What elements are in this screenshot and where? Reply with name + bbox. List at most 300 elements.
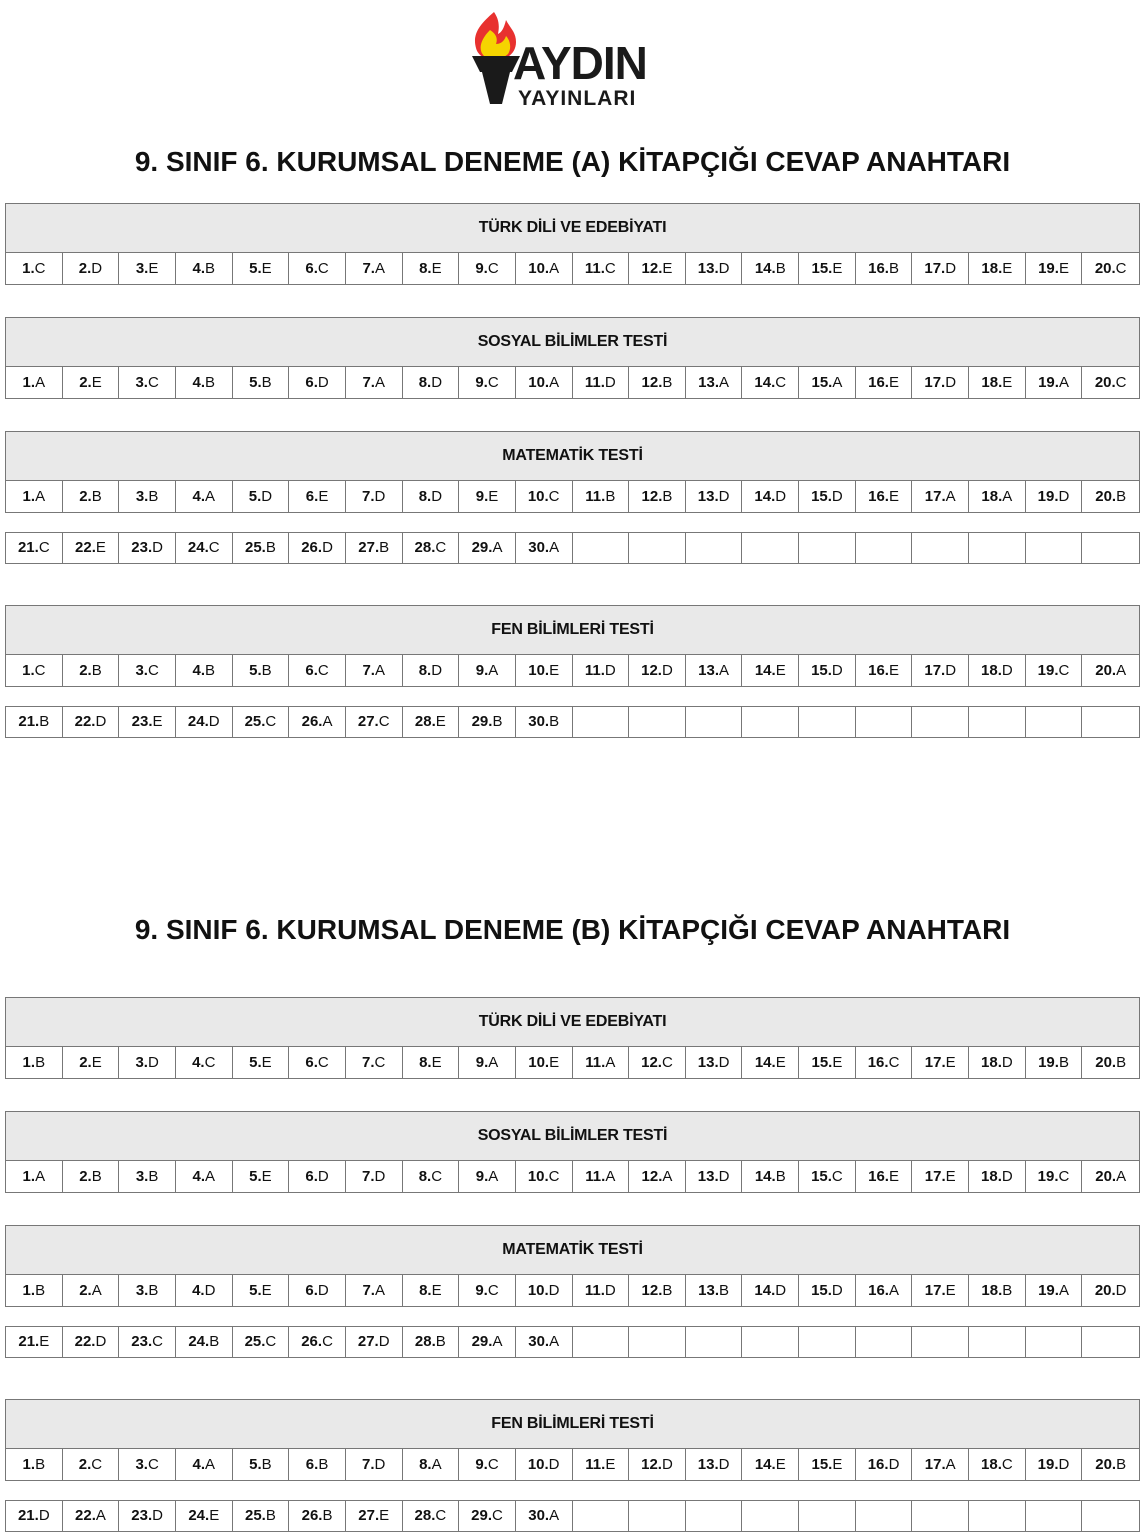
answer-letter: B [205, 373, 216, 391]
question-number: 7. [362, 1281, 375, 1299]
answer-letter: C [91, 1455, 103, 1473]
answer-cell [176, 367, 233, 398]
question-number: 19. [1037, 487, 1059, 505]
answer-cell [629, 1161, 686, 1192]
question-number: 21. [17, 539, 39, 556]
answer-cell [799, 1275, 856, 1306]
answer-letter: E [775, 1053, 786, 1071]
answer-cell [969, 1275, 1026, 1306]
answer-letter: A [488, 1167, 499, 1185]
answer-letter: D [831, 661, 843, 679]
question-number: 1. [22, 1281, 36, 1299]
answer-cell [799, 655, 856, 686]
empty-cell [1026, 1327, 1083, 1357]
question-number: 13. [698, 1281, 720, 1299]
answer-cell [629, 1275, 686, 1306]
question-number: 6. [305, 661, 318, 679]
question-number: 20. [1094, 259, 1116, 277]
question-number: 21. [17, 1507, 39, 1524]
section-title: SOSYAL BİLİMLER TESTİ [5, 1111, 1140, 1161]
answer-cell [403, 1327, 460, 1357]
answer-letter: A [492, 1333, 503, 1350]
question-number: 11. [584, 373, 605, 391]
answer-letter: E [39, 1333, 50, 1350]
question-number: 14. [754, 661, 776, 679]
booklet-b-title: 9. SINIF 6. KURUMSAL DENEME (B) KİTAPÇIĞI CEVAP ANAHTARI [134, 914, 1011, 945]
answer-letter: D [718, 487, 730, 505]
empty-cell [969, 1327, 1026, 1357]
answer-letter: C [34, 259, 46, 277]
question-number: 2. [79, 373, 92, 391]
question-number: 9. [475, 1167, 489, 1185]
answer-cell [176, 1161, 233, 1192]
question-number: 13. [697, 487, 719, 505]
question-number: 6. [305, 1455, 319, 1473]
question-number: 6. [305, 259, 318, 277]
question-number: 27. [357, 1333, 379, 1350]
answer-cell [176, 533, 233, 563]
question-number: 18. [981, 1167, 1002, 1185]
answer-cell [233, 1047, 290, 1078]
answer-letter: B [35, 1053, 46, 1071]
answer-letter: A [549, 373, 560, 391]
question-number: 4. [192, 1281, 205, 1299]
question-number: 5. [249, 373, 262, 391]
answer-cell [233, 1449, 290, 1480]
question-number: 19. [1038, 373, 1059, 391]
question-number: 2. [78, 259, 92, 277]
question-number: 18. [981, 1053, 1002, 1071]
answer-letter: D [775, 1281, 787, 1299]
question-number: 23. [131, 539, 153, 556]
answer-letter: B [261, 1455, 272, 1473]
answer-letter: C [492, 1507, 503, 1524]
answer-letter: A [662, 1167, 673, 1185]
question-number: 30. [528, 713, 550, 730]
answer-letter: E [431, 1281, 442, 1299]
question-number: 1. [22, 1053, 36, 1071]
answer-letter: B [318, 1455, 329, 1473]
question-number: 12. [641, 1455, 662, 1473]
answer-cell [233, 367, 290, 398]
answer-letter: B [209, 1333, 220, 1350]
answer-letter: A [549, 1333, 560, 1350]
answer-letter: A [549, 259, 560, 277]
answer-cell [1026, 481, 1083, 512]
answer-cell [912, 1161, 969, 1192]
section-title: MATEMATİK TESTİ [5, 431, 1140, 481]
answer-letter: C [1058, 1167, 1070, 1185]
answer-cell [403, 533, 460, 563]
answer-cell [119, 655, 176, 686]
answer-row [5, 481, 1140, 513]
question-number: 14. [754, 1167, 776, 1185]
answer-cell [629, 655, 686, 686]
answer-letter: D [661, 1455, 673, 1473]
empty-cell [856, 533, 913, 563]
answer-letter: A [549, 539, 560, 556]
answer-letter: B [265, 1507, 276, 1524]
answer-cell [516, 1275, 573, 1306]
answer-row [5, 655, 1140, 687]
answer-letter: A [605, 1167, 616, 1185]
answer-cell [63, 253, 120, 284]
answer-cell [1026, 367, 1083, 398]
question-number: 7. [362, 1455, 375, 1473]
answer-letter: D [888, 1455, 900, 1473]
question-number: 15. [811, 1053, 833, 1071]
question-number: 8. [419, 1281, 432, 1299]
answer-letter: E [945, 1281, 956, 1299]
answer-cell [289, 707, 346, 737]
answer-letter: E [95, 539, 106, 556]
answer-letter: C [38, 539, 50, 556]
question-number: 11. [584, 661, 605, 679]
answer-cell [233, 253, 290, 284]
question-number: 16. [868, 487, 889, 505]
empty-cell [969, 1501, 1026, 1531]
question-number: 6. [305, 1167, 318, 1185]
answer-letter: A [945, 487, 956, 505]
question-number: 23. [131, 1333, 153, 1350]
answer-letter: D [204, 1281, 216, 1299]
answer-letter: C [435, 1507, 447, 1524]
answer-cell [346, 1449, 403, 1480]
answer-cell [6, 481, 63, 512]
answer-cell [289, 253, 346, 284]
question-number: 28. [414, 1507, 436, 1524]
question-number: 17. [924, 1281, 946, 1299]
question-number: 25. [244, 1507, 266, 1524]
answer-letter: C [1115, 373, 1127, 391]
answer-cell [742, 367, 799, 398]
question-number: 3. [135, 1281, 149, 1299]
question-number: 13. [697, 259, 719, 277]
empty-cell [573, 1327, 630, 1357]
answer-letter: B [148, 1167, 159, 1185]
empty-cell [799, 1501, 856, 1531]
empty-cell [573, 533, 630, 563]
question-number: 5. [249, 1053, 262, 1071]
answer-cell [1026, 1047, 1083, 1078]
question-number: 4. [192, 661, 206, 679]
answer-letter: A [205, 487, 216, 505]
answer-letter: D [831, 1281, 843, 1299]
answer-cell [686, 655, 743, 686]
answer-cell [346, 367, 403, 398]
answer-cell [6, 253, 63, 284]
answer-letter: B [91, 487, 102, 505]
answer-letter: D [718, 1053, 730, 1071]
question-number: 1. [22, 487, 36, 505]
answer-cell [969, 1161, 1026, 1192]
question-number: 2. [79, 487, 92, 505]
question-number: 14. [754, 259, 776, 277]
question-number: 20. [1095, 487, 1117, 505]
answer-letter: D [431, 373, 443, 391]
question-number: 27. [358, 539, 380, 556]
answer-letter: B [205, 259, 216, 277]
answer-cell [516, 1327, 573, 1357]
answer-letter: E [379, 1507, 390, 1524]
question-number: 8. [418, 1167, 432, 1185]
answer-letter: A [374, 259, 385, 277]
answer-letter: B [662, 487, 673, 505]
answer-cell [459, 655, 516, 686]
question-number: 9. [475, 661, 489, 679]
question-number: 12. [641, 373, 663, 391]
answer-cell [233, 1501, 290, 1531]
question-number: 28. [414, 539, 436, 556]
question-number: 4. [192, 1455, 206, 1473]
question-number: 15. [811, 259, 833, 277]
question-number: 7. [362, 373, 375, 391]
answer-letter: D [945, 259, 957, 277]
answer-letter: C [1001, 1455, 1013, 1473]
answer-cell [516, 707, 573, 737]
answer-cell [516, 1449, 573, 1480]
question-number: 16. [868, 661, 889, 679]
answer-row [5, 1500, 1140, 1532]
question-number: 12. [641, 661, 662, 679]
question-number: 4. [192, 487, 206, 505]
answer-cell [1082, 1161, 1139, 1192]
answer-letter: C [431, 1167, 443, 1185]
question-number: 2. [79, 1053, 92, 1071]
booklet-a-title: 9. SINIF 6. KURUMSAL DENEME (A) KİTAPÇIĞI CEVAP ANAHTARI [134, 146, 1011, 177]
answer-cell [912, 367, 969, 398]
answer-cell [799, 1161, 856, 1192]
empty-cell [629, 1327, 686, 1357]
answer-letter: D [322, 539, 333, 556]
question-number: 7. [362, 1167, 375, 1185]
answer-cell [119, 367, 176, 398]
question-number: 16. [868, 259, 889, 277]
answer-letter: A [35, 373, 46, 391]
answer-cell [459, 1275, 516, 1306]
answer-cell [63, 367, 120, 398]
answer-letter: D [374, 1167, 386, 1185]
answer-cell [573, 655, 630, 686]
answer-letter: D [1001, 661, 1013, 679]
question-number: 10. [528, 373, 550, 391]
question-number: 24. [188, 1333, 210, 1350]
answer-letter: B [1116, 1455, 1127, 1473]
answer-cell [176, 1449, 233, 1480]
answer-cell [969, 367, 1026, 398]
question-number: 22. [74, 713, 96, 730]
question-number: 30. [528, 539, 550, 556]
empty-cell [1082, 1327, 1139, 1357]
question-number: 5. [249, 259, 262, 277]
answer-cell [6, 367, 63, 398]
answer-letter: D [945, 373, 957, 391]
answer-cell [289, 655, 346, 686]
empty-cell [742, 533, 799, 563]
question-number: 3. [135, 259, 149, 277]
answer-cell [686, 253, 743, 284]
booklet-a-science [5, 605, 1140, 738]
empty-cell [573, 707, 630, 737]
answer-letter: E [148, 259, 159, 277]
publisher-logo [466, 10, 666, 110]
answer-letter: C [152, 1333, 163, 1350]
empty-cell [742, 1327, 799, 1357]
answer-cell [6, 1449, 63, 1480]
answer-letter: E [431, 259, 442, 277]
answer-letter: D [374, 487, 386, 505]
answer-cell [119, 1161, 176, 1192]
question-number: 2. [79, 661, 92, 679]
answer-cell [289, 1161, 346, 1192]
answer-letter: E [888, 487, 899, 505]
answer-cell [119, 1449, 176, 1480]
answer-letter: D [317, 1167, 329, 1185]
answer-cell [629, 1449, 686, 1480]
answer-cell [176, 707, 233, 737]
answer-cell [799, 481, 856, 512]
question-number: 26. [301, 713, 323, 730]
answer-letter: E [775, 1455, 786, 1473]
empty-cell [686, 533, 743, 563]
answer-cell [856, 1449, 913, 1480]
question-number: 3. [135, 1167, 149, 1185]
question-number: 12. [641, 1053, 662, 1071]
answer-cell [912, 1449, 969, 1480]
answer-row [5, 367, 1140, 399]
answer-letter: E [488, 487, 499, 505]
question-number: 14. [754, 1455, 776, 1473]
answer-letter: A [1058, 1281, 1069, 1299]
answer-letter: C [208, 539, 220, 556]
answer-letter: D [1001, 1167, 1013, 1185]
question-number: 1. [22, 661, 35, 679]
answer-cell [1026, 655, 1083, 686]
answer-cell [233, 533, 290, 563]
answer-cell [6, 707, 63, 737]
empty-cell [856, 1501, 913, 1531]
question-number: 18. [981, 661, 1002, 679]
answer-cell [969, 253, 1026, 284]
question-number: 11. [585, 1053, 606, 1071]
question-number: 25. [244, 713, 266, 730]
answer-cell [119, 1047, 176, 1078]
answer-letter: A [1002, 487, 1013, 505]
empty-cell [686, 707, 743, 737]
answer-letter: D [95, 1333, 107, 1350]
answer-cell [6, 1161, 63, 1192]
answer-cell [516, 367, 573, 398]
answer-row [5, 706, 1140, 738]
answer-letter: E [1002, 373, 1013, 391]
question-number: 9. [475, 1455, 488, 1473]
answer-cell [346, 533, 403, 563]
empty-cell [573, 1501, 630, 1531]
answer-cell [573, 1047, 630, 1078]
answer-cell [119, 253, 176, 284]
answer-cell [969, 1047, 1026, 1078]
answer-letter: B [1002, 1281, 1013, 1299]
question-number: 4. [192, 259, 206, 277]
answer-letter: D [317, 1281, 329, 1299]
question-number: 25. [244, 1333, 266, 1350]
answer-cell [686, 1047, 743, 1078]
answer-cell [573, 481, 630, 512]
answer-cell [856, 367, 913, 398]
question-number: 10. [527, 487, 549, 505]
answer-letter: E [152, 713, 163, 730]
answer-cell [403, 1275, 460, 1306]
answer-cell [686, 1161, 743, 1192]
question-number: 22. [75, 539, 96, 556]
answer-letter: E [605, 1455, 616, 1473]
booklet-a-math [5, 431, 1140, 564]
answer-cell [856, 1161, 913, 1192]
answer-cell [63, 707, 120, 737]
empty-cell [1026, 1501, 1083, 1531]
question-number: 17. [924, 1455, 946, 1473]
empty-cell [742, 707, 799, 737]
question-number: 12. [641, 1281, 663, 1299]
answer-cell [856, 1047, 913, 1078]
question-number: 11. [585, 1455, 606, 1473]
answer-letter: D [548, 1455, 560, 1473]
booklet-b-social [5, 1111, 1140, 1193]
question-number: 8. [418, 487, 432, 505]
answer-cell [119, 1501, 176, 1531]
answer-letter: A [719, 661, 730, 679]
answer-letter: A [35, 1167, 46, 1185]
answer-row [5, 1047, 1140, 1079]
question-number: 26. [301, 539, 323, 556]
answer-letter: B [492, 713, 503, 730]
answer-letter: D [261, 487, 273, 505]
answer-letter: D [378, 1333, 390, 1350]
question-number: 1. [22, 259, 35, 277]
empty-cell [1082, 707, 1139, 737]
answer-letter: D [945, 661, 957, 679]
answer-letter: C [265, 1333, 277, 1350]
question-number: 22. [74, 1333, 96, 1350]
answer-cell [119, 533, 176, 563]
answer-cell [969, 655, 1026, 686]
answer-letter: B [888, 259, 899, 277]
answer-letter: E [832, 1053, 843, 1071]
answer-letter: E [318, 487, 329, 505]
booklet-b-turkish [5, 997, 1140, 1079]
answer-cell [742, 1275, 799, 1306]
answer-letter: E [91, 373, 102, 391]
answer-cell [516, 655, 573, 686]
question-number: 29. [471, 539, 493, 556]
answer-letter: D [374, 1455, 386, 1473]
answer-cell [403, 655, 460, 686]
question-number: 9. [475, 1281, 488, 1299]
answer-cell [289, 1501, 346, 1531]
question-number: 29. [471, 1333, 493, 1350]
answer-letter: D [718, 259, 730, 277]
answer-letter: A [549, 1507, 560, 1524]
question-number: 6. [305, 1053, 318, 1071]
answer-letter: E [888, 373, 899, 391]
answer-cell [629, 1047, 686, 1078]
answer-cell [459, 1161, 516, 1192]
answer-cell [912, 655, 969, 686]
answer-letter: C [661, 1053, 673, 1071]
question-number: 11. [584, 1281, 605, 1299]
empty-cell [629, 533, 686, 563]
question-number: 1. [22, 1167, 36, 1185]
